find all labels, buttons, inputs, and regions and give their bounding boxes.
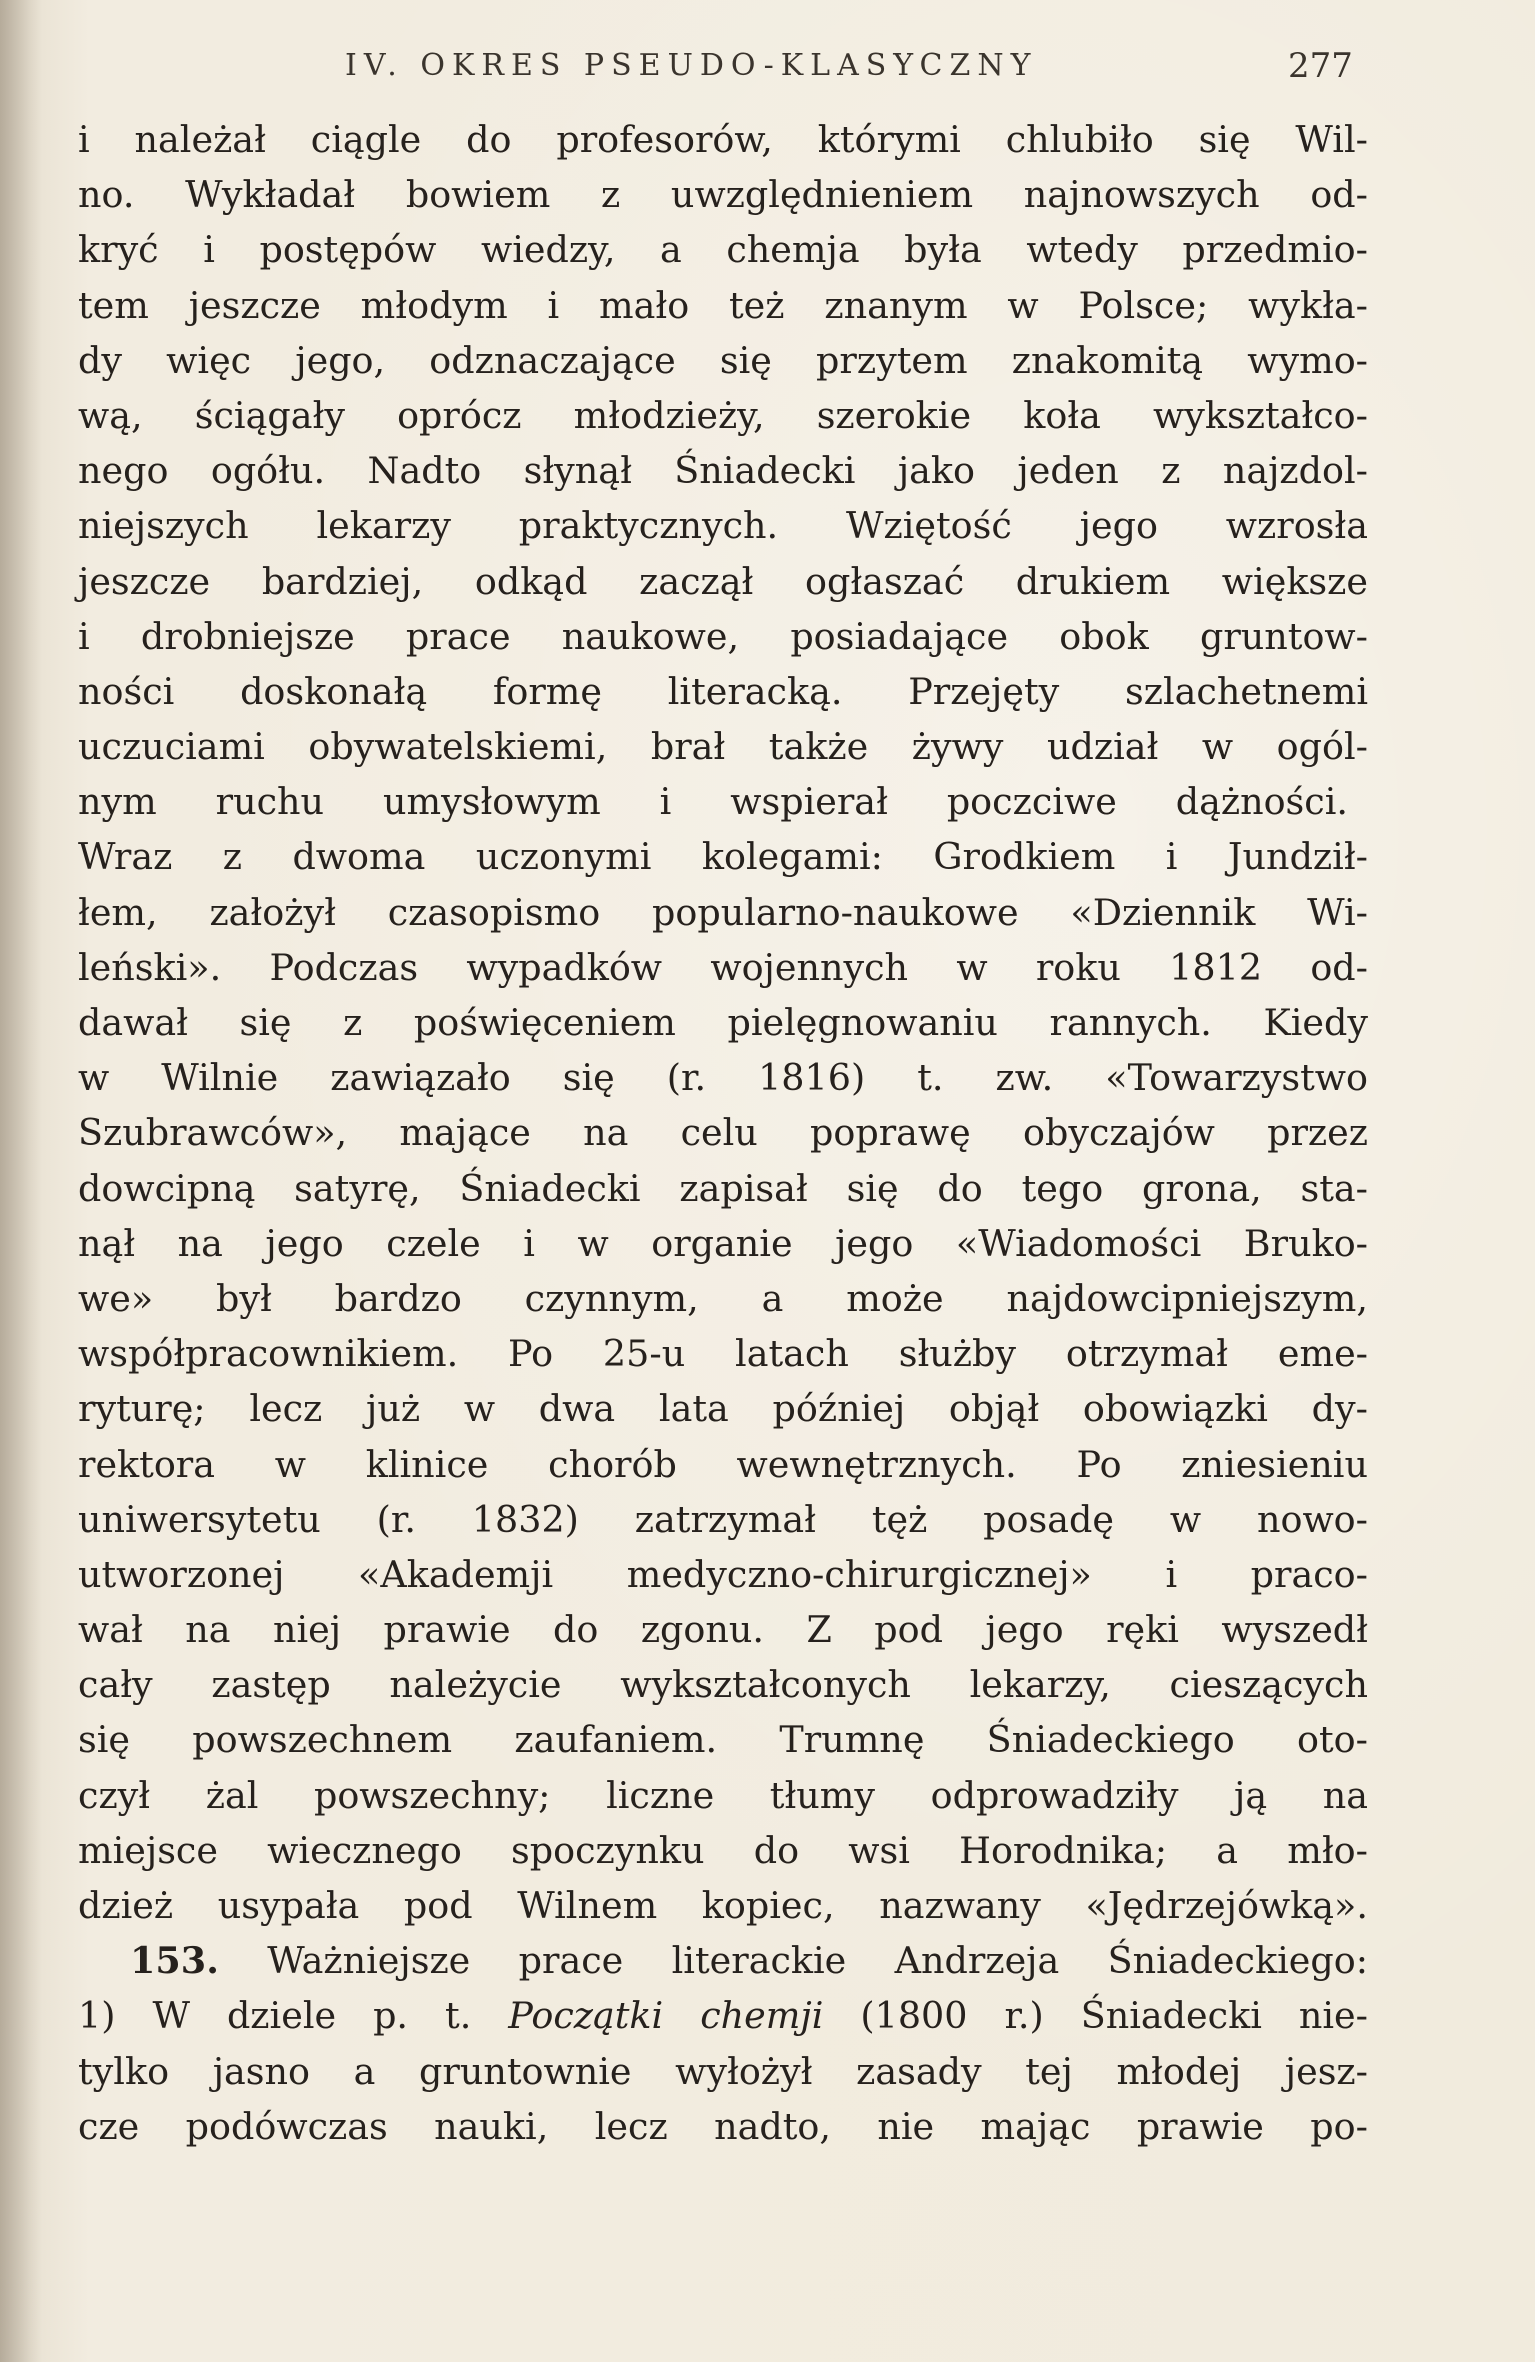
text-line: nego ogółu. Nadto słynął Śniadecki jako jeden z najzdol- — [78, 449, 1368, 493]
text-line: się powszechnem zaufaniem. Trumnę Śniadeckiego oto- — [78, 1718, 1368, 1762]
text-line: nął na jego czele i w organie jego «Wiadomości Bruko- — [78, 1221, 1368, 1265]
text-line: nym ruchu umysłowym i wspierał poczciwe dążności. — [78, 780, 1348, 824]
body-text — [78, 112, 1368, 2154]
work-date: (1800 r.) Śniadecki nie- — [860, 1994, 1368, 2038]
text-line: czył żal powszechny; liczne tłumy odprowadziły ją na — [78, 1773, 1368, 1817]
text-line: dy więc jego, odznaczające się przytem znakomitą wymo- — [78, 338, 1368, 382]
text-line: leński». Podczas wypadków wojennych w roku 1812 od- — [78, 945, 1368, 989]
text-line: we» był bardzo czynnym, a może najdowcipniejszym, — [78, 1276, 1368, 1320]
page-number: 277 — [1288, 46, 1353, 86]
section-heading-line — [78, 1933, 1368, 1988]
text-line: miejsce wiecznego spoczynku do wsi Horodnika; a mło- — [78, 1828, 1368, 1872]
text-line: no. Wykładał bowiem z uwzględnieniem najnowszych od- — [78, 173, 1368, 217]
section-number: 153. — [130, 1939, 219, 1983]
text-line: uniwersytetu (r. 1832) zatrzymał tęż posadę w nowo- — [78, 1497, 1368, 1541]
text-line: jeszcze bardziej, odkąd zaczął ogłaszać drukiem większe — [78, 559, 1368, 603]
text-line: i drobniejsze prace naukowe, posiadające obok gruntow- — [78, 614, 1368, 658]
text-line: Wraz z dwoma uczonymi kolegami: Grodkiem i Jundził- — [78, 835, 1368, 879]
text-line: tylko jasno a gruntownie wyłożył zasady tej młodej jesz- — [78, 2049, 1368, 2093]
text-line: w Wilnie zawiązało się (r. 1816) t. zw. «Towarzystwo — [78, 1056, 1368, 1100]
text-line: ryturę; lecz już w dwa lata później objął obowiązki dy- — [78, 1387, 1368, 1431]
text-line: niejszych lekarzy praktycznych. Wziętość jego wzrosła — [78, 504, 1368, 548]
text-line: dawał się z poświęceniem pielęgnowaniu rannych. Kiedy — [78, 1001, 1368, 1044]
text-line: tem jeszcze młodym i mało też znanym w Polsce; wykła- — [78, 283, 1368, 327]
text-line: kryć i postępów wiedzy, a chemja była wtedy przedmio- — [78, 228, 1368, 272]
text-line: uczuciami obywatelskiemi, brał także żywy udział w ogól- — [78, 725, 1368, 769]
text-line: rektora w klinice chorób wewnętrznych. Po zniesieniu — [78, 1442, 1368, 1486]
text-line: wał na niej prawie do zgonu. Z pod jego ręki wyszedł — [78, 1608, 1368, 1652]
work-intro: 1) W dziele p. t. — [78, 1994, 472, 2038]
text-line: wą, ściągały oprócz młodzieży, szerokie koła wykształco- — [78, 393, 1368, 437]
spine-shadow — [0, 0, 42, 2362]
text-line: cze podówczas nauki, lecz nadto, nie mając prawie po- — [78, 2104, 1368, 2148]
text-line: utworzonej «Akademji medyczno-chirurgicznej» i praco- — [78, 1552, 1368, 1596]
text-line: cały zastęp należycie wykształconych lekarzy, cieszących — [78, 1663, 1368, 1707]
work-title: Początki chemji — [508, 1994, 824, 2038]
text-line: i należał ciągle do profesorów, którymi chlubiło się Wil- — [78, 118, 1368, 161]
text-line: dowcipną satyrę, Śniadecki zapisał się do tego grona, sta- — [78, 1166, 1368, 1210]
section-first-line: Ważniejsze prace literackie Andrzeja Śniadeckiego: — [267, 1939, 1368, 1983]
text-line: łem, założył czasopismo popularno-naukowe «Dziennik Wi- — [78, 890, 1368, 934]
text-line — [78, 1988, 1368, 2043]
text-line: ności doskonałą formę literacką. Przejęty szlachetnemi — [78, 669, 1368, 713]
text-line: dzież usypała pod Wilnem kopiec, nazwany «Jędrzejówką». — [78, 1884, 1368, 1927]
text-line: Szubrawców», mające na celu poprawę obyczajów przez — [78, 1111, 1368, 1155]
running-head: IV. OKRES PSEUDO-KLASYCZNY — [345, 48, 1038, 83]
text-line: współpracownikiem. Po 25-u latach służby otrzymał eme- — [78, 1332, 1368, 1376]
